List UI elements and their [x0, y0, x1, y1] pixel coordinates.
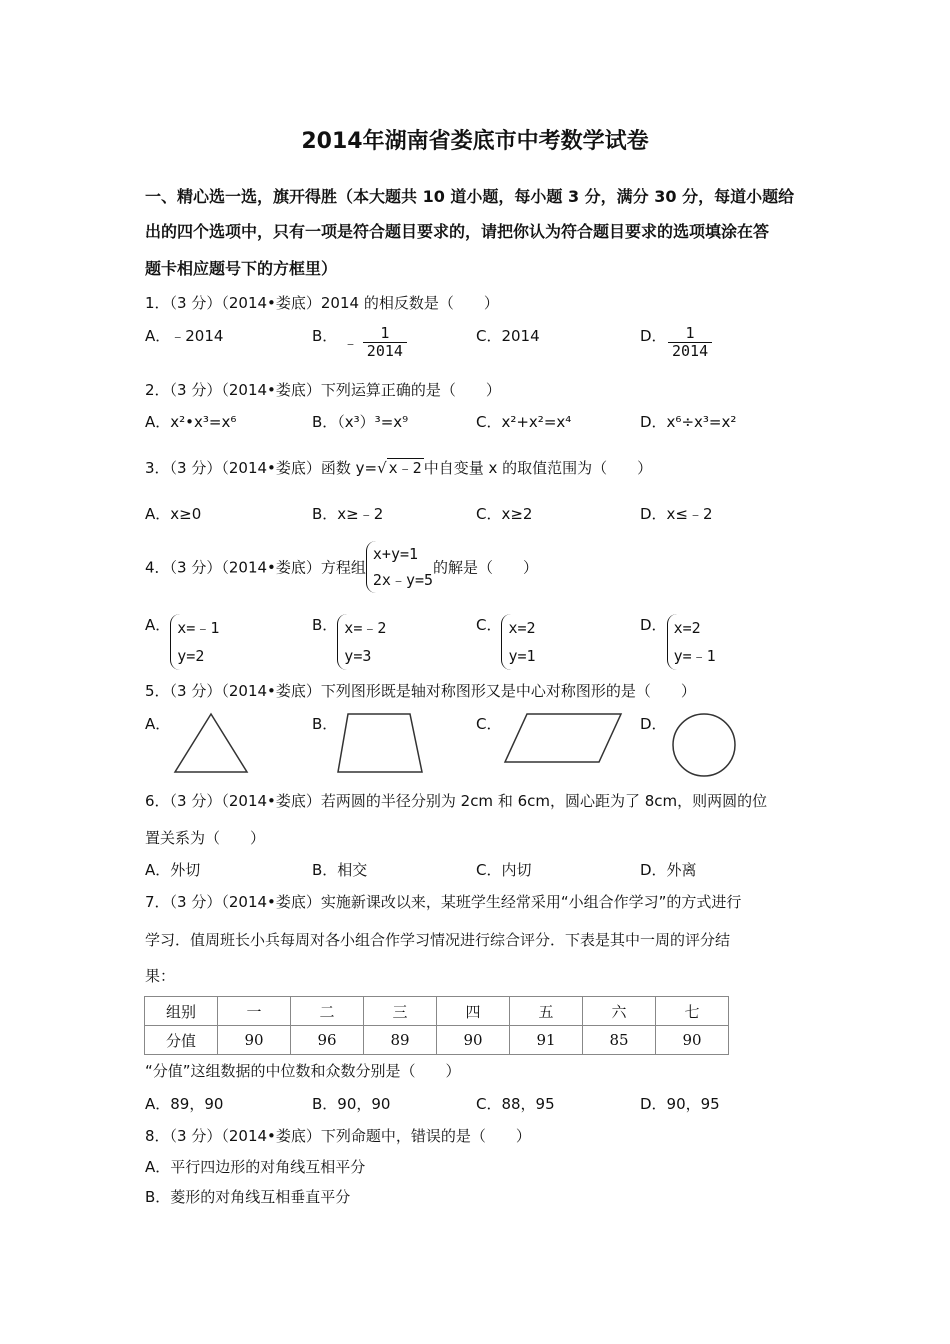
q6-stem-line2: 置关系为（ ） [145, 829, 266, 847]
table-cell: 85 [583, 1026, 656, 1055]
q4-d-system [667, 614, 716, 670]
q1-b-numerator: 1 [363, 325, 407, 343]
table-cell: 四 [437, 997, 510, 1026]
score-table [144, 996, 729, 1055]
q7-stem-line3: 果： [145, 967, 176, 985]
q1-b-denominator: 2014 [366, 342, 403, 360]
q1-option-d [668, 325, 712, 360]
q2-stem: 2．（3 分）（2014•娄底）下列运算正确的是（ ） [145, 381, 501, 399]
q4-a-label: A． [145, 616, 171, 634]
q6-stem-line1: 6．（3 分）（2014•娄底）若两圆的半径分别为 2cm 和 6cm，圆心距为了 8cm，则两圆的位 [145, 792, 768, 810]
q4-a-line2: y=2 [177, 647, 205, 665]
q4-d-line1: x=2 [673, 619, 701, 637]
q5-option-d-label: D． [640, 715, 667, 733]
q1-stem: 1．（3 分）（2014•娄底）2014 的相反数是（ ） [145, 294, 499, 312]
q2-option-c: C．x²+x²=x⁴ [476, 413, 572, 431]
q6-option-a: A．外切 [145, 861, 201, 879]
q2-option-d: D．x⁶÷x³=x² [640, 413, 737, 431]
q1-b-fraction [363, 325, 407, 360]
q1-option-b [343, 325, 407, 360]
q1-d-numerator: 1 [668, 325, 712, 343]
q4-a-line1: x=﹣1 [177, 619, 220, 637]
table-cell: 90 [656, 1026, 729, 1055]
score-table-value-row [145, 1026, 729, 1055]
q7-option-a: A．89，90 [145, 1095, 224, 1113]
q2-option-b: B．（x³）³=x⁹ [312, 413, 409, 431]
q7-option-d: D．90，95 [640, 1095, 720, 1113]
q2-option-a: A．x²•x³=x⁶ [145, 413, 237, 431]
table-cell: 90 [218, 1026, 291, 1055]
q4-b-line1: x=﹣2 [344, 619, 387, 637]
q1-option-c: C．2014 [476, 327, 540, 345]
table-cell: 90 [437, 1026, 510, 1055]
q3-stem [145, 457, 652, 478]
q3-stem-post: 中自变量 x 的取值范围为（ ） [423, 459, 653, 477]
circle-figure [668, 710, 740, 780]
q5-option-c-label: C． [476, 715, 502, 733]
q4-c-line2: y=1 [508, 647, 536, 665]
q8-option-a: A．平行四边形的对角线互相平分 [145, 1158, 366, 1176]
q6-option-b: B．相交 [312, 861, 368, 879]
q4-stem-post: 的解是（ ） [433, 558, 539, 577]
q7-stem-line1: 7．（3 分）（2014•娄底）实施新课改以来，某班学生经常采用“小组合作学习”的方式进行 [145, 893, 742, 911]
q4-d-line2: y=﹣1 [673, 647, 716, 665]
q3-option-a: A．x≥0 [145, 505, 202, 523]
q1-d-denominator: 2014 [672, 342, 709, 360]
q1-option-b-label: B． [312, 327, 338, 345]
q8-option-b: B．菱形的对角线互相垂直平分 [145, 1188, 351, 1206]
q3-option-c: C．x≥2 [476, 505, 533, 523]
q4-b-line2: y=3 [344, 647, 372, 665]
parallelogram-figure [503, 710, 625, 766]
exam-title: 2014年湖南省娄底市中考数学试卷 [301, 129, 649, 154]
q4-option-a [145, 614, 219, 670]
table-cell: 89 [364, 1026, 437, 1055]
table-cell: 七 [656, 997, 729, 1026]
q4-option-c [476, 614, 536, 670]
q7-option-b: B．90，90 [312, 1095, 391, 1113]
q4-c-label: C． [476, 616, 502, 634]
q1-option-a: A．﹣2014 [145, 327, 224, 345]
q4-option-b [312, 614, 386, 670]
table-cell: 二 [291, 997, 364, 1026]
table-cell: 一 [218, 997, 291, 1026]
q1-option-d-label: D． [640, 327, 667, 345]
q7-question: “分值”这组数据的中位数和众数分别是（ ） [145, 1062, 461, 1080]
section-heading-line3: 题卡相应题号下的方框里） [145, 259, 338, 278]
q5-option-b-label: B． [312, 715, 338, 733]
q1-d-fraction [668, 325, 712, 360]
q7-stem-line2: 学习．值周班长小兵每周对各小组合作学习情况进行综合评分．下表是其中一周的评分结 [145, 931, 731, 949]
q4-c-line1: x=2 [508, 619, 536, 637]
table-cell: 五 [510, 997, 583, 1026]
q4-c-system [501, 614, 535, 670]
table-cell: 96 [291, 1026, 364, 1055]
q4-stem-pre: 4．（3 分）（2014•娄底）方程组 [145, 558, 366, 577]
q4-b-label: B． [312, 616, 338, 634]
q4-stem [145, 541, 538, 593]
q3-option-d: D．x≤﹣2 [640, 505, 713, 523]
q4-a-system [170, 614, 219, 670]
sqrt-icon: √ [377, 459, 387, 477]
q4-eq1: x+y=1 [372, 545, 419, 563]
q7-option-c: C．88，95 [476, 1095, 555, 1113]
q3-stem-pre: 3．（3 分）（2014•娄底）函数 y= [145, 459, 378, 477]
q6-option-d: D．外离 [640, 861, 697, 879]
table-cell: 组别 [145, 997, 218, 1026]
table-cell: 六 [583, 997, 656, 1026]
q6-option-c: C．内切 [476, 861, 532, 879]
table-cell: 分值 [145, 1026, 218, 1055]
trapezoid-figure [336, 710, 426, 776]
q3-option-b: B．x≥﹣2 [312, 505, 384, 523]
q1-b-sign: ﹣ [343, 334, 359, 352]
table-cell: 三 [364, 997, 437, 1026]
q5-option-a-label: A． [145, 715, 171, 733]
q3-radicand: x﹣2 [388, 459, 422, 477]
triangle-figure [170, 710, 252, 776]
section-heading-line1: 一、精心选一选，旗开得胜（本大题共 10 道小题，每小题 3 分，满分 30 分，每道小题给 [145, 187, 795, 206]
q4-d-label: D． [640, 616, 667, 634]
q4-equation-system [366, 541, 433, 593]
q4-option-d [640, 614, 716, 670]
section-heading-line2: 出的四个选项中，只有一项是符合题目要求的，请把你认为符合题目要求的选项填涂在答 [145, 222, 770, 241]
q4-eq2: 2x﹣y=5 [372, 571, 434, 589]
q5-stem: 5．（3 分）（2014•娄底）下列图形既是轴对称图形又是中心对称图形的是（ ） [145, 682, 696, 700]
q8-stem: 8．（3 分）（2014•娄底）下列命题中，错误的是（ ） [145, 1127, 531, 1145]
q4-b-system [337, 614, 386, 670]
table-cell: 91 [510, 1026, 583, 1055]
score-table-header-row [145, 997, 729, 1026]
